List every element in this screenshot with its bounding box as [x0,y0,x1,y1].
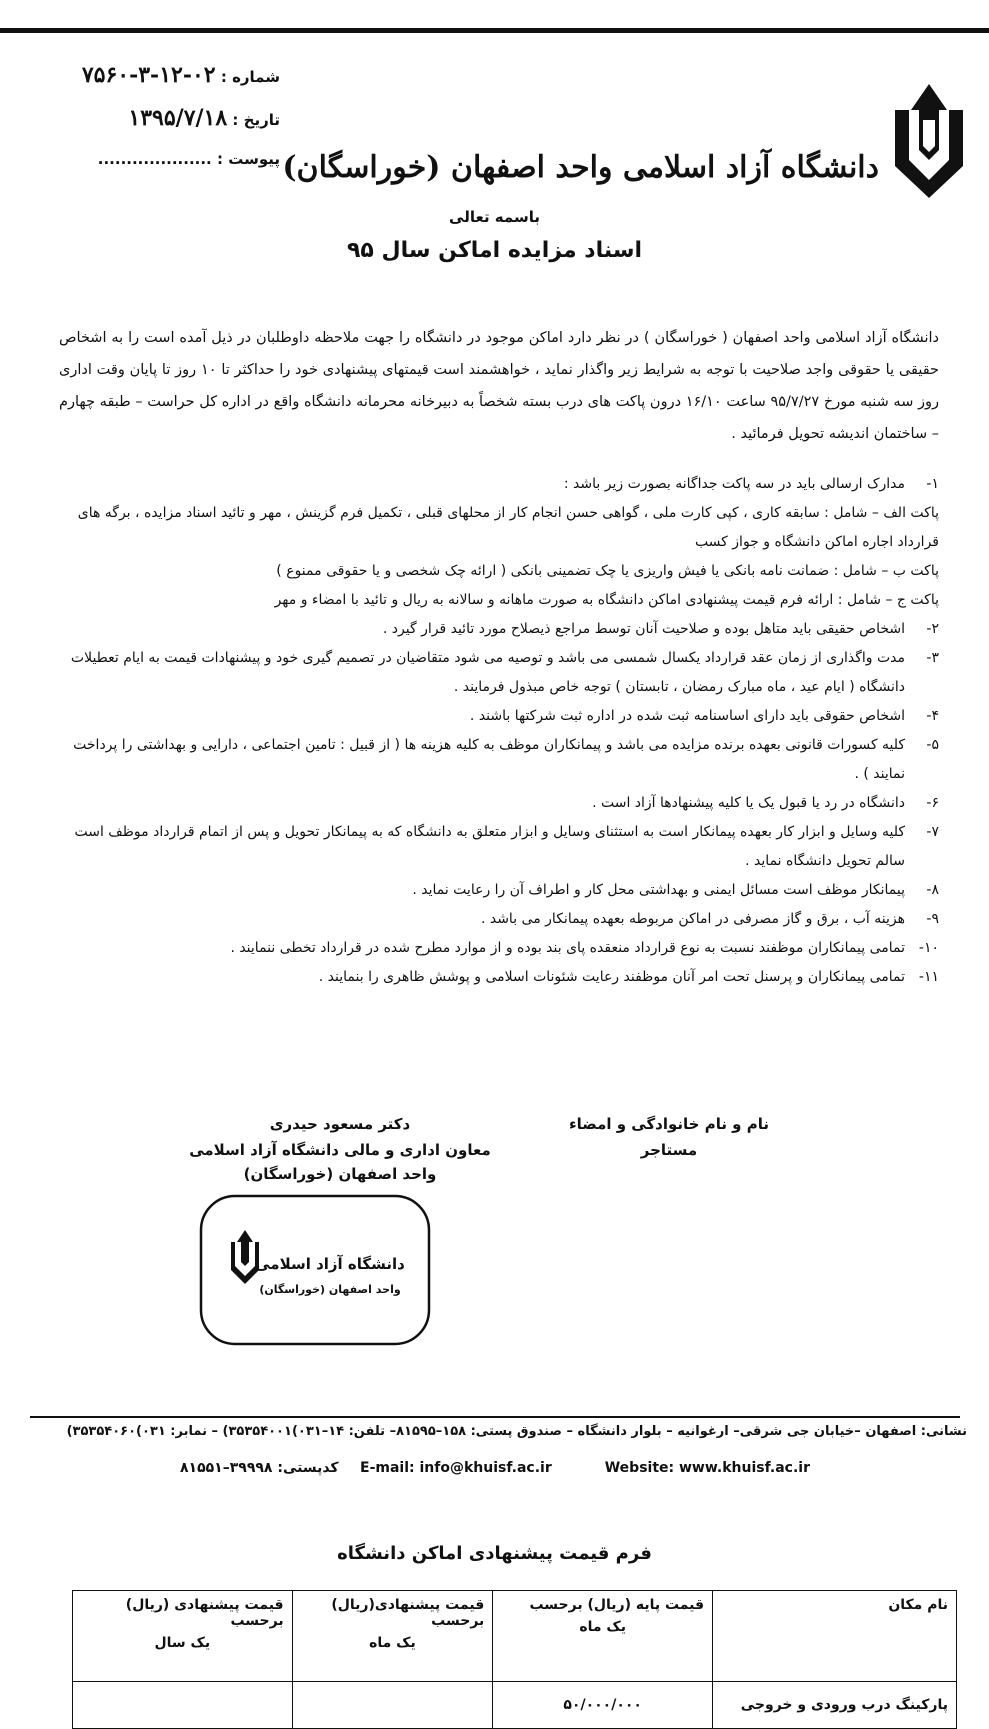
condition-item: ۴- اشخاص حقوقی باید دارای اساسنامه ثبت شده در اداره ثبت شرکتها باشند . [469,708,939,724]
condition-item: ۷- کلیه وسایل و ابزار کار بعهده پیمانکار است به استثنای وسایل و ابزار متعلق به دانشگاه که به پیمانکار تحویل و پس از اتمام قرارداد موظف است سالم تحویل دانشگاه نماید . [74,824,939,869]
website-link[interactable]: Website: www.khuisf.ac.ir [604,1460,810,1476]
table-header-row [73,1591,957,1682]
condition-item: ۹- هزینه آب ، برق و گاز مصرفی در اماکن مربوطه بعهده پیمانکار می باشد . [480,911,939,927]
condition-packet-a: پاکت الف – شامل : سابقه کاری ، کپی کارت ملی ، گواهی حسن انجام کار از محلهای قبلی ، تکمیل فرم گزینش ، مهر و تائید اسناد مزایده ، برگه های قرارداد اجاره اماکن دانشگاه و جواز کسب [77,505,939,550]
tenant-role: مستاجر [640,1141,698,1159]
tenant-label: نام و نام خانوادگی و امضاء [568,1115,769,1133]
col-base-price: قیمت پایه (ریال) برحسب یک ماه [493,1591,713,1682]
signer-unit: واحد اصفهان (خوراسگان) [243,1165,437,1183]
date-value: ۱۳۹۵/۷/۱۸ [128,105,228,131]
condition-item: ۱- مدارک ارسالی باید در سه پاکت جداگانه بصورت زیر باشد : [563,476,939,492]
letter-attachment [40,150,280,168]
email-link[interactable]: E-mail: info@khuisf.ac.ir [360,1460,552,1476]
tenant-signature-block [519,1115,819,1159]
cell-offer-monthly[interactable] [292,1682,493,1729]
cell-base-price: ۵۰/۰۰۰/۰۰۰ [493,1682,713,1729]
footer-address: نشانی: اصفهان –خیابان جی شرقی– ارغوانیه – بلوار دانشگاه – صندوق پستی: ۱۵۸–۸۱۵۹۵– تلفن: ۱۴–۰۳۱)۳۵۳۵۴۰۰۱) – نمابر: ۰۳۱)۳۵۳۵۴۰۶۰) [66,1424,967,1439]
condition-item: ۱۰- تمامی پیمانکاران موظفند نسبت به نوع قرارداد منعقده پای بند بوده و از موارد مطرح شده در قرارداد تخطی ننمایند . [230,940,939,956]
signer-name: دکتر مسعود حیدری [269,1115,411,1133]
university-name: دانشگاه آزاد اسلامی واحد اصفهان (خوراسگان) [282,150,879,185]
stamp-subtitle: واحد اصفهان (خوراسگان) [259,1283,401,1296]
form-title: فرم قیمت پیشنهادی اماکن دانشگاه [337,1543,652,1564]
condition-item: ۶- دانشگاه در رد یا قبول یک یا کلیه پیشنهادها آزاد است . [592,795,939,811]
intro-paragraph: دانشگاه آزاد اسلامی واحد اصفهان ( خوراسگان ) در نظر دارد اماکن موجود در دانشگاه را جهت ملاحظه داوطلبان در ذیل آمده است را به اشخاص حقیقی یا حقوقی واجد صلاحیت با توجه به شرایط زیر واگذار نماید ، خواهشمند است قیمتهای پیشنهادی خود را حداکثر تا ۱۰ روز تا پایان وقت اداری روز سه شنبه مورخ ۹۵/۷/۲۷ ساعت ۱۶/۱۰ درون پاکت های درب بسته شخصاً به دبیرخانه محرمانه دانشگاه واقع در اداره کل حراست – طبقه چهارم – ساختمان اندیشه تحویل فرمائید . [59,330,939,442]
letter-date [40,105,280,131]
cell-place: پارکینگ درب ورودی و خروجی [713,1682,957,1729]
top-rule [0,28,989,33]
attachment-dots: .................... [97,150,212,168]
condition-item: ۵- کلیه کسورات قانونی بعهده برنده مزایده می باشد و پیمانکاران موظف به کلیه هزینه ها ( از قبیل : تامین اجتماعی ، دارایی و بهداشتی را پرداخت نمایند ) . [73,737,939,782]
number-label: شماره : [220,68,280,86]
attachment-label: پیوست : [216,150,280,168]
university-logo [887,80,971,204]
stamp-title: دانشگاه آزاد اسلامی [255,1255,405,1273]
col-offer-monthly: قیمت پیشنهادی(ریال) برحسب یک ماه [292,1591,493,1682]
table-row [73,1682,957,1729]
condition-item: ۳- مدت واگذاری از زمان عقد قرارداد یکسال شمسی می باشد و توصیه می شود متقاضیان در تصمیم گیری خود و پیشنهادات قیمت به ایام تعطیلات دانشگاه ( ایام عید ، ماه مبارک رمضان ، تابستان ) توجه خاص مبذول فرمایند . [70,650,939,695]
condition-packet-b: پاکت ب – شامل : ضمانت نامه بانکی یا فیش واریزی یا چک تضمینی بانکی ( ارائه چک شخصی و یا حقوقی ممنوع ) [276,563,939,579]
price-offer-table [72,1590,957,1729]
condition-item: ۱۱- تمامی پیمانکاران و پرسنل تحت امر آنان موظفند رعایت شئونات اسلامی و پوشش ظاهری را بنمایند . [318,969,939,985]
number-value: ۰۲-۱۲-۳-۷۵۶۰ [81,62,216,88]
basmala: باسمه تعالی [449,208,540,226]
condition-packet-c: پاکت ج – شامل : ارائه فرم قیمت پیشنهادی اماکن دانشگاه به صورت ماهانه و سالانه به ریال و تائید با امضاء و مهر [274,592,939,608]
footer-contacts [30,1460,960,1488]
col-offer-yearly: قیمت پیشنهادی (ریال) برحسب یک سال [73,1591,293,1682]
conditions-list [59,470,939,992]
letter-number [40,62,280,88]
postal-code: کدپستی: ۳۹۹۹۸–۸۱۵۵۱ [180,1460,339,1476]
condition-item: ۸- پیمانکار موظف است مسائل ایمنی و بهداشتی محل کار و اطراف آن را رعایت نماید . [412,882,939,898]
date-label: تاریخ : [232,111,280,129]
col-place: نام مکان [713,1591,957,1682]
signer-role: معاون اداری و مالی دانشگاه آزاد اسلامی [189,1141,491,1159]
cell-offer-yearly[interactable] [73,1682,293,1729]
footer-rule [30,1416,960,1418]
condition-item: ۲- اشخاص حقیقی باید متاهل بوده و صلاحیت آنان توسط مراجع ذیصلاح مورد تائید قرار گیرد . [382,621,939,637]
document-title: اسناد مزایده اماکن سال ۹۵ [346,238,642,263]
official-signature-block [160,1115,520,1183]
